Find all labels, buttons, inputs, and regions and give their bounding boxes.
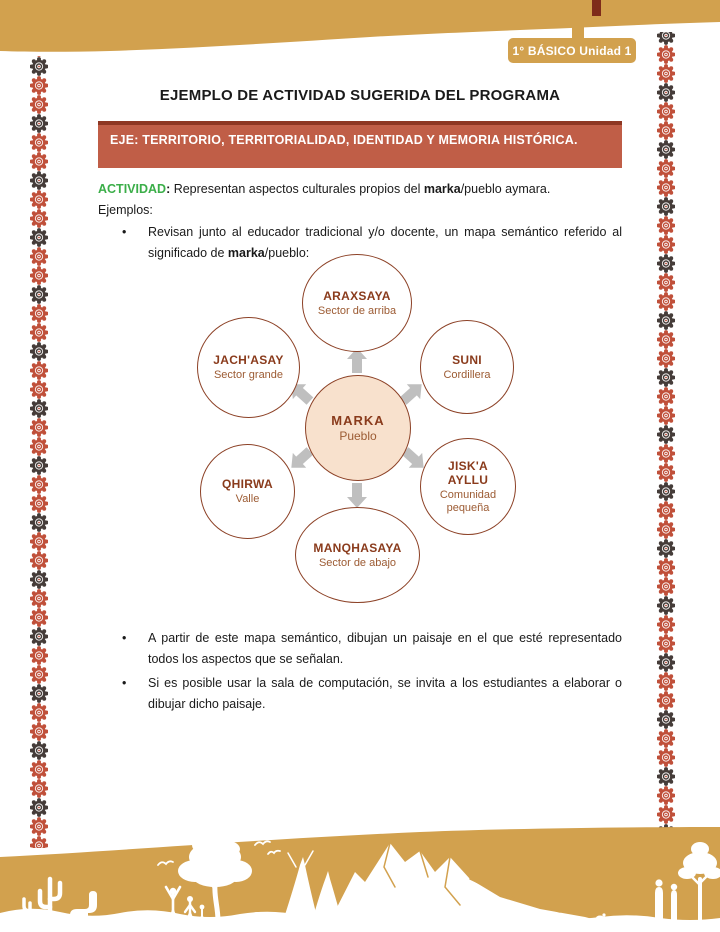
node-desc: Sector grande [213,369,284,381]
node-desc: Sector de arriba [317,304,397,317]
node-desc: Valle [235,493,260,505]
node-title: ARAXSAYA [323,288,391,303]
intro-bullet-pre: Revisan junto al educador tradicional y/o docente, un mapa semántico referido al significado de [148,225,622,260]
activity-text-bold: marka [423,182,461,196]
eje-banner [98,121,622,168]
left-border-pattern [30,56,48,848]
closing-bullet-list [98,628,622,715]
activity-text-pre: Representan aspectos culturales propios del [170,182,424,196]
node-title: MANQHASAYA [313,540,402,555]
bush-icon [250,912,266,922]
activity-line [98,179,622,200]
node-title: MARKA [331,412,385,428]
node-title: JISK'A AYLLU [447,458,489,487]
unit-badge: 1° BÁSICO Unidad 1 [508,38,636,63]
arrow-down-icon [347,483,367,508]
diagram-center-node-marka [305,375,411,481]
activity-colon: : [166,182,171,196]
node-desc: Cordillera [443,368,491,381]
closing-bullet: • A partir de este mapa semántico, dibujan un paisaje en el que esté representado todos los aspectos que se señalan. [148,628,622,670]
node-desc: Pueblo [339,428,377,443]
node-desc: Sector de abajo [318,556,397,569]
intro-bullet-post: /pueblo: [264,246,310,260]
diagram-node-qhirwa [200,444,295,539]
activity-text-post: /pueblo aymara. [460,182,551,196]
diagram-node-araxsaya [302,254,412,352]
node-title: SUNI [452,352,482,367]
eje-banner-label: EJE: TERRITORIO, TERRITORIALIDAD, IDENTIDAD Y MEMORIA HISTÓRICA. [110,133,578,147]
examples-label: Ejemplos: [98,203,153,217]
node-title: JACH'ASAY [213,353,284,367]
page-title: EJEMPLO DE ACTIVIDAD SUGERIDA DEL PROGRAMA [159,87,561,104]
intro-bullet-bold: marka [227,246,265,260]
closing-bullets-section [98,627,622,718]
diagram-node-suni [420,320,514,414]
intro-bullet [148,222,622,264]
diagram-node-manqhasaya [295,507,420,603]
diagram-node-jiska-ayllu [420,438,516,535]
badge-connector [572,24,584,39]
activity-label: ACTIVIDAD [98,182,167,196]
footer-illustration [0,827,720,932]
node-title: QHIRWA [222,477,273,491]
top-right-mark [592,0,601,16]
closing-bullet: • Si es posible usar la sala de computación, se invita a los estudiantes a elaborar o dibujar dicho paisaje. [148,673,622,715]
bush-icon [266,915,278,923]
node-desc: Comunidad pequeña [439,488,497,514]
right-border-pattern [657,32,675,848]
diagram-node-jachasay [197,317,300,418]
